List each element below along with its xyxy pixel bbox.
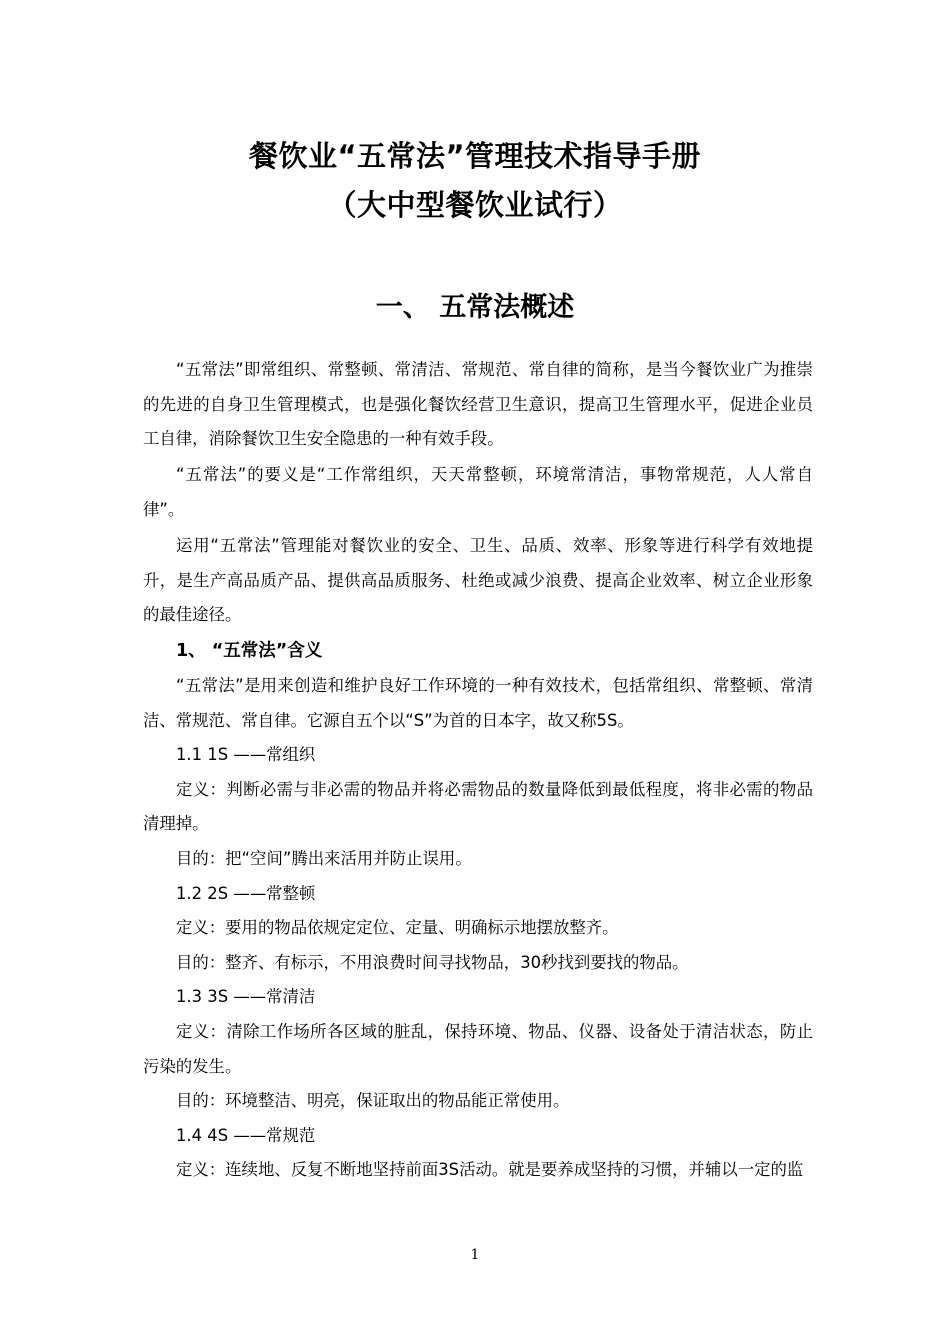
item-definition: 定义：清除工作场所各区域的脏乱，保持环境、物品、仪器、设备处于清洁状态，防止污染的发生。 bbox=[143, 1021, 813, 1076]
item-purpose: 目的：环境整洁、明亮，保证取出的物品能正常使用。 bbox=[176, 1091, 570, 1111]
item-definition: 定义：判断必需与非必需的物品并将必需物品的数量降低到最低程度，将非必需的物品清理掉。 bbox=[143, 779, 813, 834]
page-number: 1 bbox=[470, 1247, 480, 1263]
paragraph-essence: “五常法”的要义是“工作常组织，天天常整顿，环境常清洁，事物常规范，人人常自律”。 bbox=[143, 465, 813, 519]
item-definition: 定义：连续地、反复不断地坚持前面3S活动。就是要养成坚持的习惯，并辅以一定的监 bbox=[176, 1160, 804, 1180]
item-definition: 定义：要用的物品依规定定位、定量、明确标示地摆放整齐。 bbox=[176, 918, 619, 938]
paragraph-benefits: 运用“五常法”管理能对餐饮业的安全、卫生、品质、效率、形象等进行科学有效地提升，是生产高品质产品、提供高品质服务、杜绝或减少浪费、提高企业效率、树立企业形象的最佳途径。 bbox=[143, 536, 813, 625]
subsection-body bbox=[143, 669, 813, 1188]
item-purpose: 目的：把“空间”腾出来活用并防止误用。 bbox=[176, 848, 472, 868]
document-title: 餐饮业“五常法”管理技术指导手册 bbox=[248, 139, 702, 173]
item-heading: 1.4 4S ——常规范 bbox=[176, 1125, 316, 1145]
section-heading: 一、 五常法概述 bbox=[375, 292, 575, 323]
item-heading: 1.2 2S ——常整顿 bbox=[176, 883, 316, 903]
subsection-intro: “五常法”是用来创造和维护良好工作环境的一种有效技术，包括常组织、常整顿、常清洁、常规范、常自律。它源自五个以“S”为首的日本字，故又称5S。 bbox=[143, 676, 813, 730]
item-heading: 1.3 3S ——常清洁 bbox=[176, 987, 316, 1007]
item-purpose: 目的：整齐、有标示，不用浪费时间寻找物品，30秒找到要找的物品。 bbox=[176, 952, 689, 972]
document-subtitle: （大中型餐饮业试行） bbox=[327, 188, 623, 222]
subsection-heading: 1、 “五常法”含义 bbox=[176, 641, 323, 661]
item-heading: 1.1 1S ——常组织 bbox=[176, 745, 316, 765]
paragraph-definition: “五常法”即常组织、常整顿、常清洁、常规范、常自律的简称，是当今餐饮业广为推崇的先进的自身卫生管理模式，也是强化餐饮经营卫生意识，提高卫生管理水平，促进企业员工自律，消除餐饮卫生安全隐患的一种有效手段。 bbox=[143, 360, 813, 449]
